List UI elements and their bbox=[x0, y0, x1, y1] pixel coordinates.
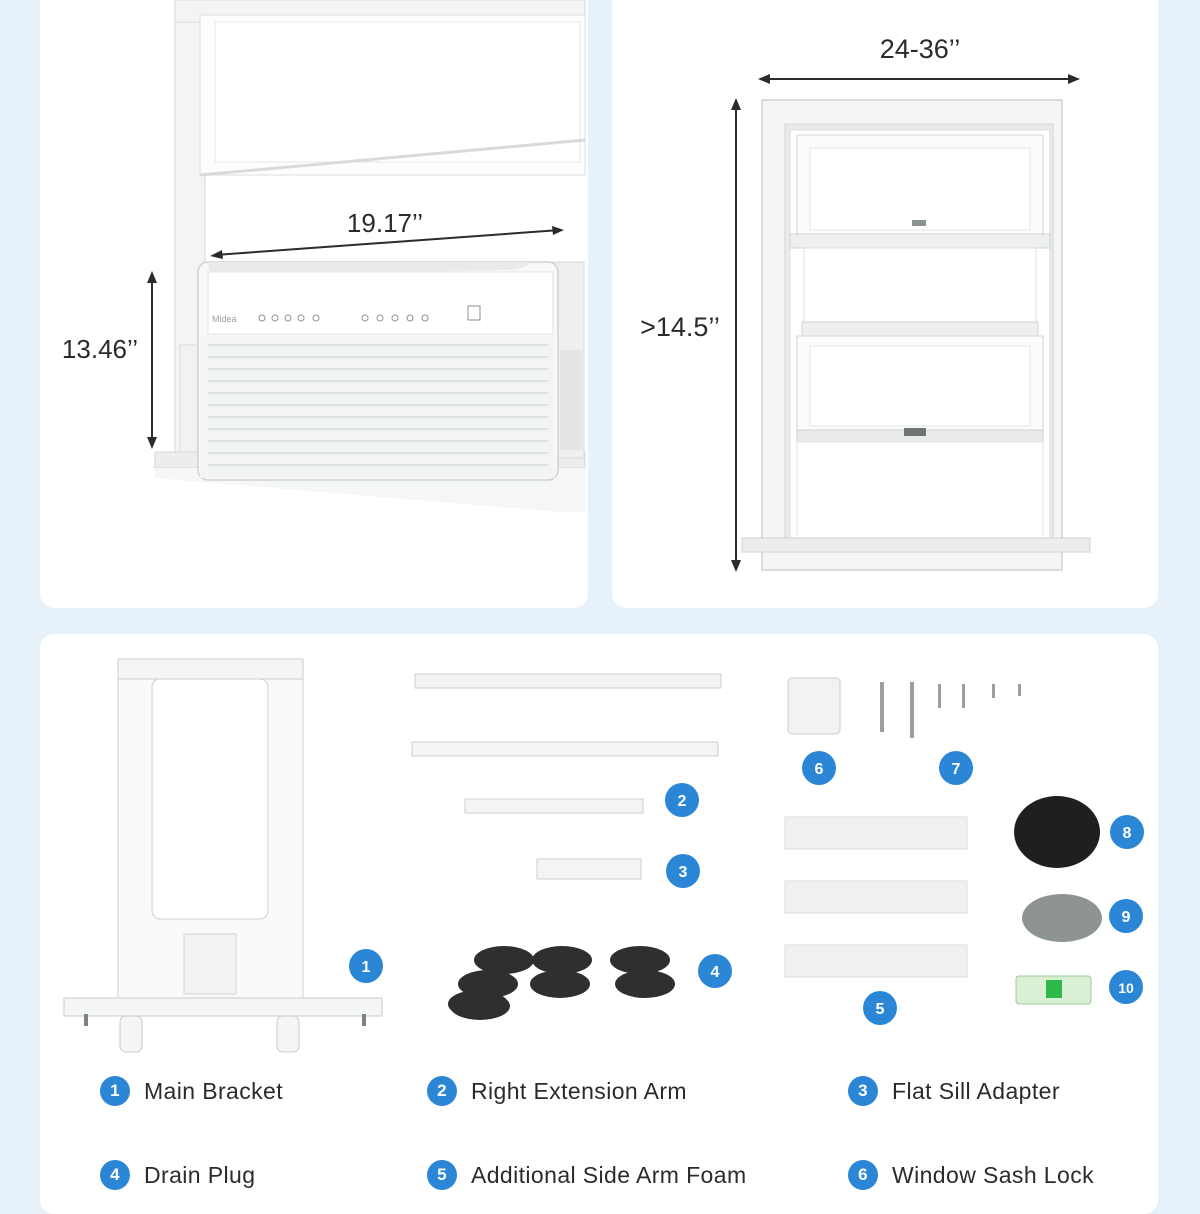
legend-item-main-bracket bbox=[100, 1076, 283, 1106]
legend-badge: 2 bbox=[427, 1076, 457, 1106]
legend-item-right-extension-arm bbox=[427, 1076, 687, 1106]
side-arm-foam-image bbox=[785, 817, 967, 977]
window-illustration bbox=[612, 0, 1158, 608]
callout-5 bbox=[863, 991, 897, 1025]
window-panel bbox=[612, 0, 1158, 608]
parts-panel bbox=[40, 634, 1158, 1214]
callout-10 bbox=[1109, 970, 1143, 1004]
legend-badge: 4 bbox=[100, 1160, 130, 1190]
callout-8 bbox=[1110, 815, 1144, 849]
legend-label: Window Sash Lock bbox=[892, 1161, 1094, 1188]
svg-text:8: 8 bbox=[1122, 825, 1132, 842]
legend-label: Additional Side Arm Foam bbox=[471, 1161, 747, 1188]
window-height-label: >14.5’’ bbox=[640, 312, 720, 342]
legend-badge: 5 bbox=[427, 1160, 457, 1190]
svg-text:6: 6 bbox=[814, 761, 824, 778]
legend-badge: 1 bbox=[100, 1076, 130, 1106]
legend-badge: 6 bbox=[848, 1160, 878, 1190]
legend-item-drain-plug bbox=[100, 1160, 255, 1190]
callout-3 bbox=[666, 854, 700, 888]
svg-text:2: 2 bbox=[677, 793, 687, 810]
svg-text:10: 10 bbox=[1118, 980, 1134, 996]
window-width-label: 24-36’’ bbox=[879, 34, 961, 64]
legend-item-flat-sill-adapter bbox=[848, 1076, 1060, 1106]
ac-unit-panel bbox=[40, 0, 588, 608]
window-sash-lock-image bbox=[788, 678, 840, 734]
svg-text:9: 9 bbox=[1121, 909, 1131, 926]
legend-label: Flat Sill Adapter bbox=[892, 1077, 1060, 1104]
svg-text:3: 3 bbox=[678, 864, 688, 881]
legend-label: Right Extension Arm bbox=[471, 1077, 687, 1104]
flat-sill-adapter-image bbox=[537, 859, 641, 879]
foam-seal-image bbox=[1014, 796, 1100, 868]
callout-6 bbox=[802, 751, 836, 785]
svg-text:1: 1 bbox=[361, 959, 371, 976]
legend-label: Drain Plug bbox=[144, 1161, 256, 1188]
unit-width-label: 19.17’’ bbox=[346, 208, 424, 238]
callout-7 bbox=[939, 751, 973, 785]
drain-plug-image bbox=[448, 946, 675, 1020]
svg-text:4: 4 bbox=[710, 964, 720, 981]
callout-1 bbox=[349, 949, 383, 983]
parts-illustration bbox=[40, 634, 1158, 1074]
svg-text:7: 7 bbox=[951, 761, 961, 778]
ac-unit-illustration bbox=[40, 0, 588, 608]
callout-9 bbox=[1109, 899, 1143, 933]
svg-text:5: 5 bbox=[875, 1001, 885, 1018]
callout-2 bbox=[665, 783, 699, 817]
brand-label: Midea bbox=[212, 314, 237, 324]
unit-height-label: 13.46’’ bbox=[61, 334, 139, 364]
callout-4 bbox=[698, 954, 732, 988]
legend-label: Main Bracket bbox=[144, 1077, 284, 1104]
legend-badge: 3 bbox=[848, 1076, 878, 1106]
foam-strip-image bbox=[1022, 894, 1102, 942]
legend-item-window-sash-lock bbox=[848, 1160, 1094, 1190]
main-bracket-image bbox=[64, 659, 382, 1052]
screws-image bbox=[880, 682, 1021, 738]
legend-item-side-arm-foam bbox=[427, 1160, 747, 1190]
